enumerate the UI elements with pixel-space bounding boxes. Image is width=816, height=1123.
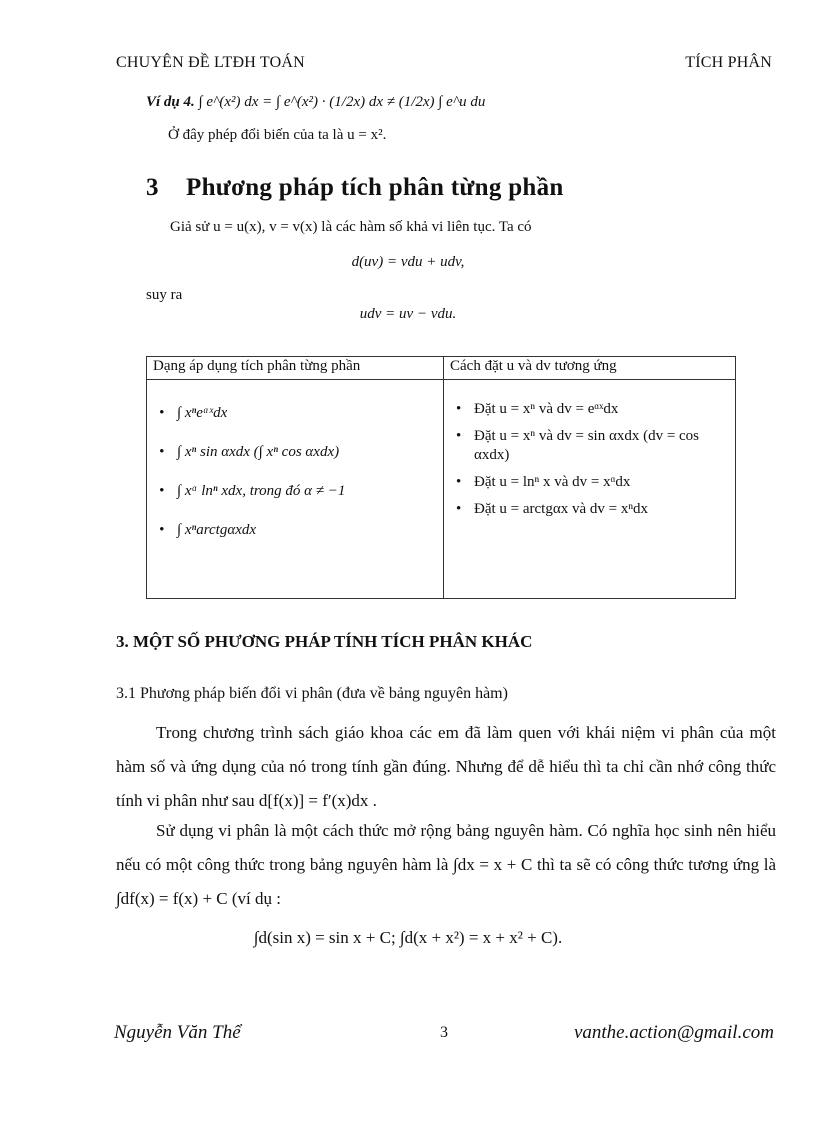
paragraph-differential: Trong chương trình sách giáo khoa các em đã làm quen với khái niệm vi phân của một hàm số và ứng dụng của nó trong tính gần đúng. Nhưng để dễ hiểu thì ta chỉ cần nhớ công thức tính vi phân như sau d[f(x)] = f′(x)dx . [116, 723, 776, 810]
example-note: Ở đây phép đổi biến của ta là u = x². [168, 127, 387, 143]
header-title: CHUYÊN ĐỀ LTĐH TOÁN [116, 54, 305, 71]
table-header-substitution: Cách đặt u và dv tương ứng [444, 357, 736, 380]
equation-parts: udv = uv − vdu. [359, 306, 457, 322]
footer-email: vanthe.action@gmail.com [573, 1022, 774, 1043]
section-intro: Giả sử u = u(x), v = v(x) là các hàm số khả vi liên tục. Ta có [170, 219, 532, 235]
list-item: • ∫ xᵅ lnⁿ xdx, trong đó α ≠ −1 [157, 482, 435, 501]
list-item: • ∫ xⁿarctgαxdx [157, 521, 435, 540]
equation-product-rule: d(uv) = vdu + udv, [351, 254, 465, 270]
section-3-heading [146, 174, 564, 202]
list-item: • ∫ xⁿ sin αxdx (∫ xⁿ cos αxdx) [157, 443, 435, 462]
example-formula: ∫ e^(x²) dx = ∫ e^(x²) · (1/2x) dx ≠ (1/2x) ∫ e^u du [198, 94, 486, 110]
table-cell-forms [147, 380, 444, 599]
parts-table [146, 356, 736, 599]
example-4 [146, 94, 485, 111]
section-number: 3 [146, 174, 159, 201]
list-item: • Đặt u = xⁿ và dv = eᵅˣdx [454, 400, 727, 419]
example-label: Ví dụ 4. [146, 94, 195, 110]
table-header-form: Dạng áp dụng tích phân từng phần [147, 357, 444, 380]
list-item: • Đặt u = lnⁿ x và dv = xᵅdx [454, 473, 727, 492]
section-other-methods-heading: 3. MỘT SỐ PHƯƠNG PHÁP TÍNH TÍCH PHÂN KHÁC [116, 632, 533, 651]
subsection-3-1-heading: 3.1 Phương pháp biến đổi vi phân (đưa về bảng nguyên hàm) [116, 685, 508, 702]
section-title: Phương pháp tích phân từng phần [186, 174, 564, 201]
example-formula-line: ∫d(sin x) = sin x + C; ∫d(x + x²) = x + x² + C). [253, 928, 563, 947]
table-cell-substitutions [444, 380, 736, 599]
page-number: 3 [440, 1024, 448, 1041]
footer-author: Nguyễn Văn Thể [114, 1022, 241, 1043]
list-item: • Đặt u = xⁿ và dv = sin αxdx (dv = cos αxdx) [454, 427, 727, 465]
paragraph-usage: Sử dụng vi phân là một cách thức mở rộng bảng nguyên hàm. Có nghĩa học sinh nên hiểu nếu có một công thức trong bảng nguyên hàm là ∫dx = x + C thì ta sẽ có công thức tương ứng là ∫df(x) = f(x) + C (ví dụ : [116, 821, 776, 908]
list-item: • ∫ xⁿeᵅˣdx [157, 404, 435, 423]
connector-text: suy ra [146, 287, 183, 303]
list-item: • Đặt u = arctgαx và dv = xⁿdx [454, 500, 727, 519]
header-topic: TÍCH PHÂN [685, 54, 772, 71]
